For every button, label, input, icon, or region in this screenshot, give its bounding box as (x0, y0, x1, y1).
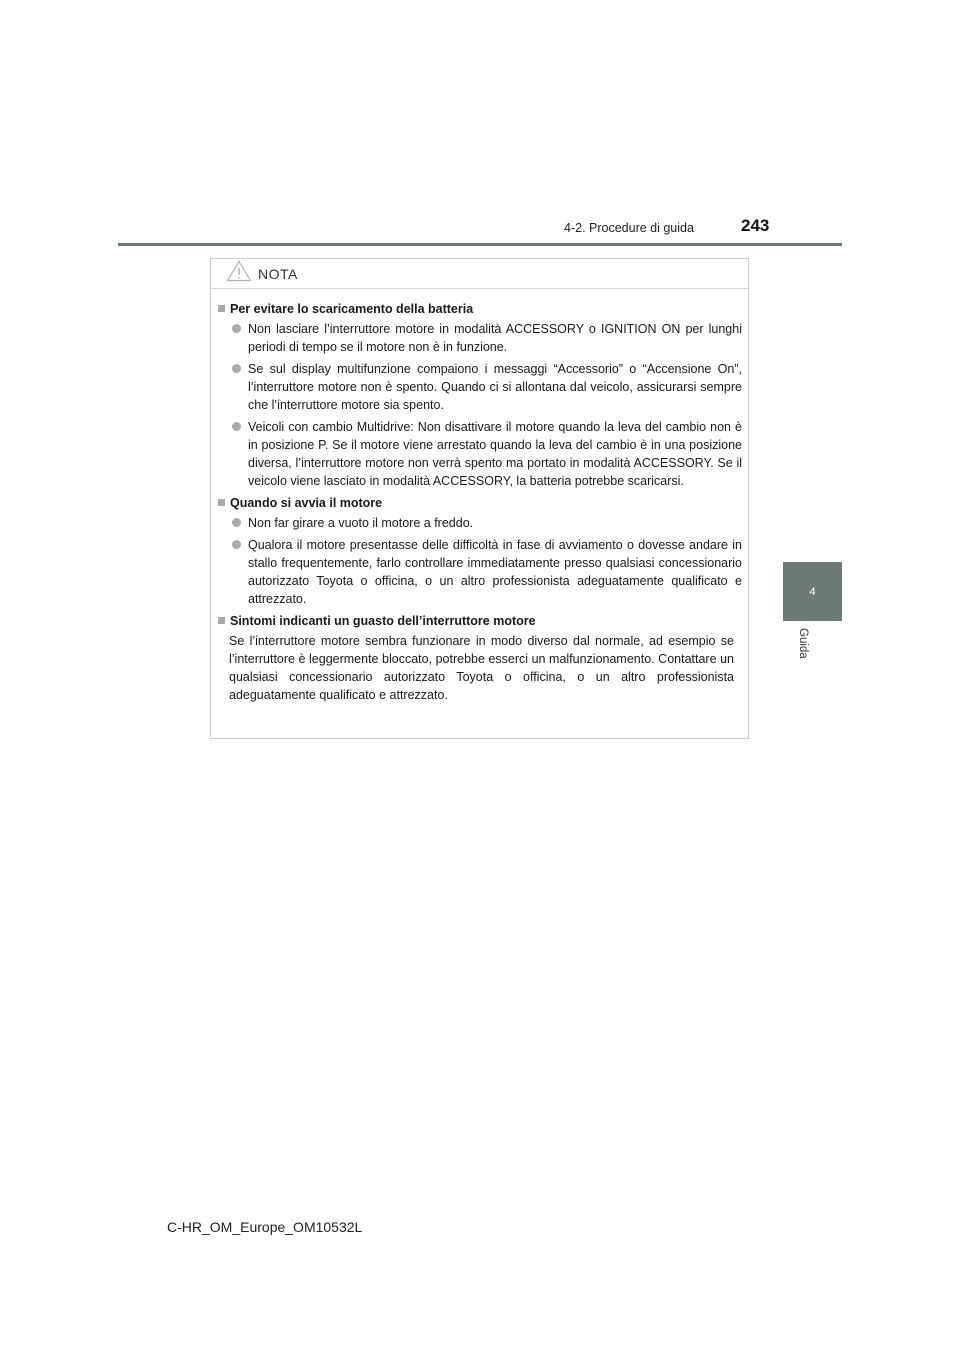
chapter-label: Guida (797, 628, 809, 659)
note-box (210, 258, 749, 739)
round-bullet-icon (232, 422, 241, 431)
section-paragraph: Se l’interruttore motore sembra funzionare in modo diverso dal normale, ad esempio se l’interruttore è leggermente bloccato, potrebbe esserci un malfunzionamento. Contattare un qualsiasi concessionario autorizzato Toyota o officina, o un altro professionista adeguatamente qualificato e attrezzato. (229, 634, 734, 702)
bullet-item (232, 536, 742, 608)
bullet-text: Se sul display multifunzione compaiono i messaggi “Accessorio” o “Accensione On”, l’interruttore motore non è spento. Quando ci si allontana dal veicolo, assicurarsi sempre che l’interruttore motore sia spento. (248, 362, 742, 412)
bullet-item (232, 320, 742, 356)
document-code: C-HR_OM_Europe_OM10532L (167, 1219, 363, 1235)
section-title (218, 300, 742, 318)
square-bullet-icon (218, 305, 225, 312)
header-rule (118, 243, 842, 246)
square-bullet-icon (218, 499, 225, 506)
note-header (211, 259, 748, 289)
section-title (218, 612, 742, 630)
note-body (211, 289, 748, 704)
bullet-text: Non lasciare l’interruttore motore in modalità ACCESSORY o IGNITION ON per lunghi periodi di tempo se il motore non è in funzione. (248, 322, 742, 354)
bullet-item (232, 514, 742, 532)
round-bullet-icon (232, 518, 241, 527)
section-title (218, 494, 742, 512)
round-bullet-icon (232, 540, 241, 549)
bullet-item (232, 360, 742, 414)
square-bullet-icon (218, 617, 225, 624)
round-bullet-icon (232, 324, 241, 333)
bullet-text: Qualora il motore presentasse delle difficoltà in fase di avviamento o dovesse andare in stallo frequentemente, farlo controllare immediatamente presso qualsiasi concessionario autorizzato Toyota o officina, o un altro professionista adeguatamente qualificato e attrezzato. (248, 538, 742, 606)
header-section-title: 4-2. Procedure di guida (564, 221, 694, 235)
bullet-item (232, 418, 742, 490)
bullet-text: Veicoli con cambio Multidrive: Non disattivare il motore quando la leva del cambio non è in posizione P. Se il motore viene arrestato quando la leva del cambio è in una posizione diversa, l’interruttore motore non verrà spento ma portato in modalità ACCESSORY. Se il veicolo viene lasciato in modalità ACCESSORY, la batteria potrebbe scaricarsi. (248, 420, 742, 488)
chapter-tab (783, 562, 842, 621)
section-title-text: Quando si avvia il motore (230, 496, 383, 510)
round-bullet-icon (232, 364, 241, 373)
section-title-text: Sintomi indicanti un guasto dell’interruttore motore (230, 614, 536, 628)
chapter-number: 4 (809, 585, 816, 598)
note-title: NOTA (258, 265, 298, 282)
bullet-text: Non far girare a vuoto il motore a freddo. (248, 516, 474, 530)
section-title-text: Per evitare lo scaricamento della batteria (230, 302, 474, 316)
page-number: 243 (741, 216, 770, 235)
warning-triangle-icon (226, 260, 252, 287)
